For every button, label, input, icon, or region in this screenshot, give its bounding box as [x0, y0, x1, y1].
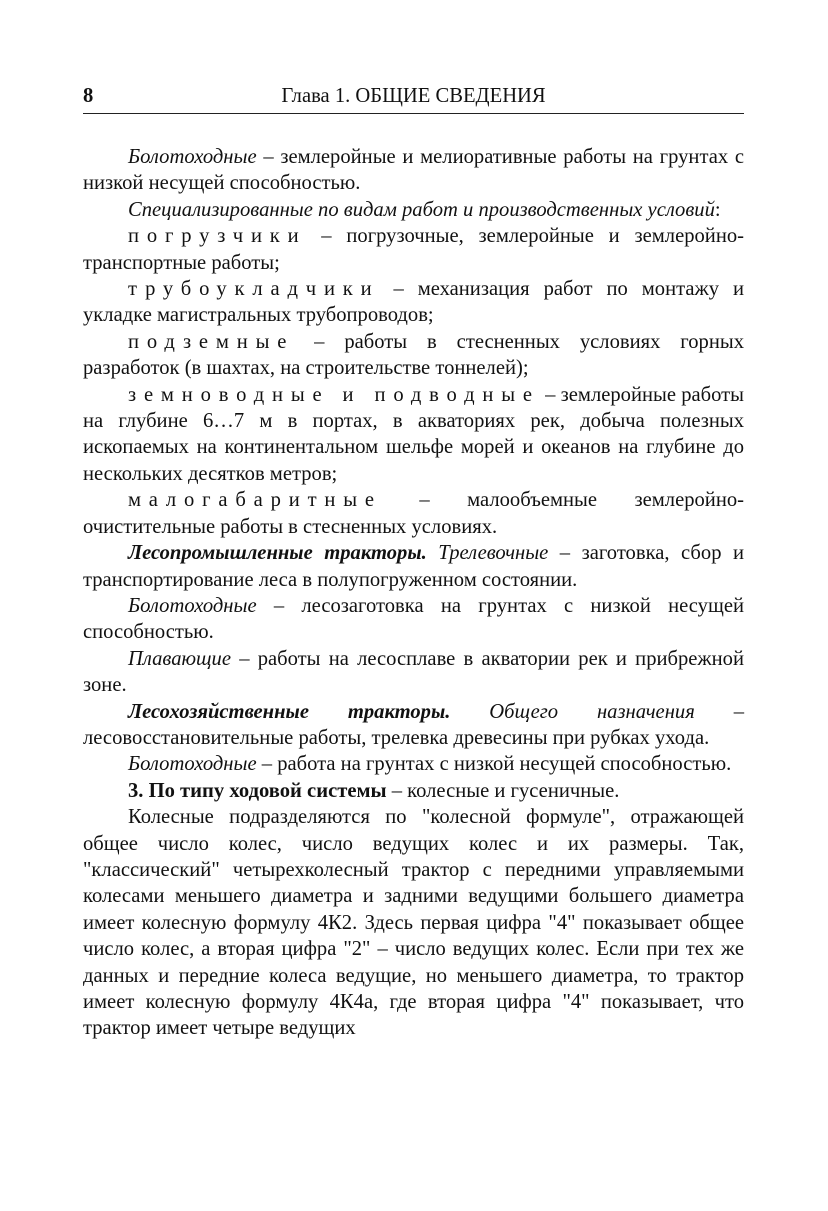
text-run: Колесные подразделяются по "колесной формуле", отражающей общее число колес, число ведущих колес и их размеры. Так, "классический" четырехколесный трактор с передними управляемыми колесами меньшего диаметра и задними ведущими большего диаметра имеет колесную формулу 4К2. Здесь первая цифра "4" показывает общее число колес, а вторая цифра "2" – число ведущих колес. Если при тех же данных и передние колеса ведущие, но меньшего диаметра, то трактор имеет колесную формулу 4К4а, где вторая цифра "4" показывает, что трактор имеет четыре ведущих — [83, 806, 744, 1040]
paragraph — [83, 804, 744, 1042]
page-number: 8 — [83, 85, 94, 107]
term-italic: Плавающие — [128, 647, 231, 670]
term-italic: Специализированные по видам работ и производственных условий — [128, 198, 715, 221]
text-run: – лесозаготовка на грунтах с низкой несущей способностью. — [83, 594, 744, 644]
paragraph — [83, 540, 744, 593]
numbered-heading: 3. По типу ходовой системы — [128, 779, 387, 802]
text-run: – лесовосстановительные работы, трелевка древесины при рубках ухода. — [83, 700, 744, 749]
text-run: – колесные и гусеничные. — [386, 779, 620, 802]
term-italic: Болотоходные — [128, 146, 257, 168]
term-spaced: трубоукладчики — [128, 278, 380, 301]
text-run: – заготовка, сбор и транспортирование леса в полупогруженном состоянии. — [83, 542, 744, 591]
body-text — [83, 144, 744, 1042]
text-run: – работа на грунтах с низкой несущей способностью. — [256, 753, 732, 776]
paragraph — [83, 699, 744, 752]
term-spaced: погрузчики — [128, 225, 307, 248]
term-italic: Болотоходные — [128, 753, 257, 776]
text-run — [450, 701, 489, 723]
term-italic: Болотоходные — [128, 594, 257, 617]
paragraph — [83, 329, 744, 382]
paragraph — [83, 593, 744, 646]
text-run: – работы на лесосплаве в акватории рек и прибрежной зоне. — [83, 647, 744, 697]
text-run: – малообъемные землеройно-очистительные работы в стесненных условиях. — [83, 489, 744, 538]
chapter-title: Глава 1. ОБЩИЕ СВЕДЕНИЯ — [281, 85, 546, 107]
running-header — [83, 80, 744, 114]
term-italic: Трелевочные — [438, 542, 549, 565]
text-run: – землеройные работы на глубине 6…7 м в портах, в акваториях рек, добыча полезных ископаемых на континентальном шельфе морей и океанов на глубине до нескольких десятков метров; — [83, 383, 744, 485]
paragraph — [83, 487, 744, 540]
paragraph — [83, 144, 744, 197]
term-italic: Общего назначения — [489, 700, 695, 723]
paragraph — [83, 276, 744, 329]
text-run — [427, 542, 438, 564]
paragraph — [83, 778, 744, 804]
paragraph — [83, 751, 744, 777]
paragraph — [83, 382, 744, 488]
text-run: – механизация работ по монтажу и укладке магистральных трубопроводов; — [83, 278, 744, 327]
text-run: – работы в стесненных условиях горных разработок (в шахтах, на строительстве тоннелей); — [83, 330, 744, 380]
paragraph — [83, 223, 744, 276]
text-run: : — [714, 198, 721, 221]
paragraph — [83, 646, 744, 699]
term-spaced: малогабаритные — [128, 489, 382, 512]
section-heading: Лесопромышленные тракторы. — [128, 542, 427, 565]
term-spaced: земноводные и подводные — [128, 383, 540, 406]
book-page — [83, 80, 744, 1042]
section-heading: Лесохозяйственные тракторы. — [128, 700, 451, 723]
text-run: – землеройные и мелиоративные работы на грунтах с низкой несущей способностью. — [83, 146, 744, 195]
term-spaced: подземные — [128, 330, 295, 353]
paragraph — [83, 197, 744, 223]
text-run: – погрузочные, землеройные и землеройно-транспортные работы; — [83, 225, 744, 274]
